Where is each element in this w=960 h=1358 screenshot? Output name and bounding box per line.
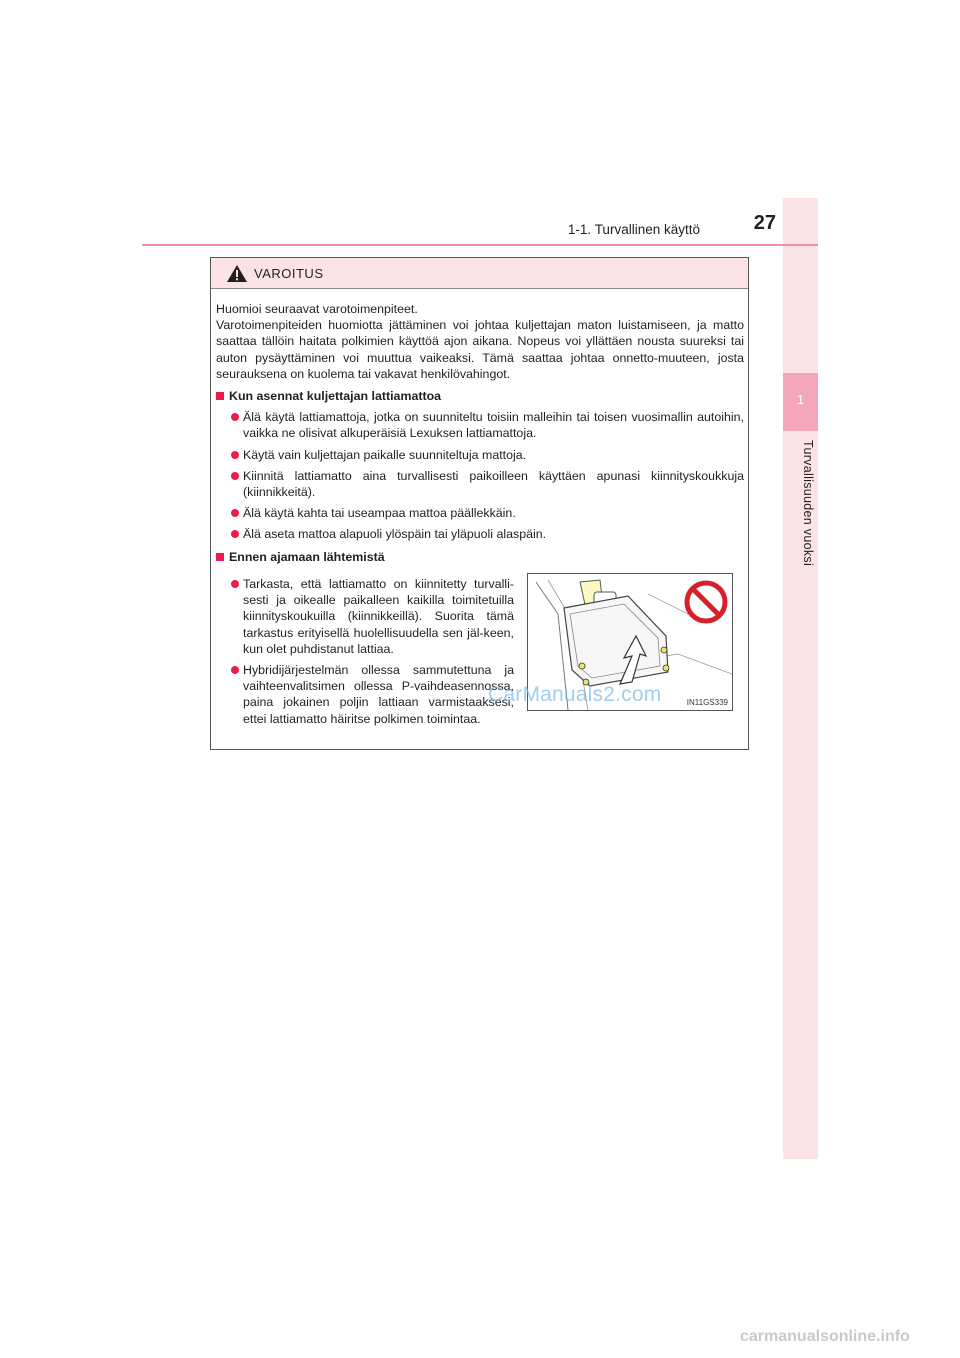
list-item-text: Älä käytä lattiamattoja, jotka on suunniteltu toisiin malleihin tai toisen vuosimallin autoihin, vaikka ne olisivat alkuperäisiä Lexuksen lattiamattoja. <box>243 410 744 441</box>
warning-intro-paragraph: Varotoimenpiteiden huomiotta jättäminen voi johtaa kuljettajan maton luistamiseen, ja matto saattaa tällöin haitata polkimien käyttöä ajon aikana. Nopeus voi yllättäen nousta suureksi tai auton pysäyttäminen voi muuttua vaikeaksi. Tämä saattaa johtaa onnetto-muuteen, josta seurauksena on kuolema tai vakavat henkilövahingot. <box>216 318 744 381</box>
list-item-text: Kiinnitä lattiamatto aina turvallisesti paikoilleen käyttäen apunasi kiinnityskoukkuja (kiinnikkeitä). <box>243 468 744 500</box>
square-bullet-icon <box>216 392 224 400</box>
bullet-dot-icon <box>231 580 239 588</box>
header-rule <box>142 244 818 246</box>
bullet-dot-icon <box>231 530 239 538</box>
section-heading-before-driving <box>216 549 744 565</box>
bullet-dot-icon <box>231 509 239 517</box>
list-item <box>216 662 514 727</box>
bullet-dot-icon <box>231 666 239 674</box>
list-item <box>216 447 744 463</box>
section-heading-install <box>216 388 744 404</box>
warning-title: VAROITUS <box>254 265 324 281</box>
chapter-number: 1 <box>796 392 805 407</box>
no-entry-prohibition-icon <box>687 583 725 621</box>
footer-watermark: carmanualsonline.info <box>740 1328 910 1345</box>
section-heading-install-text: Kun asennat kuljettajan lattiamattoa <box>229 389 442 404</box>
list-item <box>216 576 514 657</box>
bullet-dot-icon <box>231 472 239 480</box>
list-item <box>216 505 744 521</box>
list-item-text: Käytä vain kuljettajan paikalle suunniteltuja mattoja. <box>243 447 527 462</box>
warning-box <box>210 257 749 750</box>
bullet-dot-icon <box>231 451 239 459</box>
section-heading-before-driving-text: Ennen ajamaan lähtemistä <box>229 549 385 564</box>
list-item-text: Älä aseta mattoa alapuoli ylöspäin tai yläpuoli alaspäin. <box>243 527 547 542</box>
warning-triangle-icon <box>226 264 248 283</box>
watermark-overlay: CarManuals2.com <box>488 683 662 706</box>
illustration-code: IN11GS339 <box>686 698 728 707</box>
section-title: 1-1. Turvallinen käyttö <box>567 222 700 237</box>
list-item-text: Tarkasta, että lattiamatto on kiinnitetty turvalli-sesti ja oikealle paikalleen kaikilla toimitetuilla kiinnityskoukuilla (kiinnikkeillä). Suorita tämä tarkastus erityisellä huolellisuudella sen jäl-keen, kun olet puhdistanut lattiaa. <box>243 577 514 656</box>
list-item <box>216 409 744 441</box>
list-item <box>216 468 744 500</box>
before-driving-list <box>216 571 514 727</box>
warning-header <box>211 258 748 289</box>
list-item <box>216 526 744 542</box>
bullet-dot-icon <box>231 413 239 421</box>
square-bullet-icon <box>216 553 224 561</box>
page-number: 27 <box>753 212 776 234</box>
warning-body <box>216 301 744 565</box>
chapter-title: Turvallisuuden vuoksi <box>801 440 815 567</box>
list-item-text: Älä käytä kahta tai useampaa mattoa päällekkäin. <box>243 506 516 521</box>
warning-intro-line: Huomioi seuraavat varotoimenpiteet. <box>216 302 418 316</box>
list-item-text: Hybridijärjestelmän ollessa sammutettuna ja vaihteenvalitsimen ollessa P-vaihdeasennossa, paina jokainen poljin lattiaan varmistaaksesi, ettei lattiamatto häiritse polkimen toimintaa. <box>243 663 514 726</box>
